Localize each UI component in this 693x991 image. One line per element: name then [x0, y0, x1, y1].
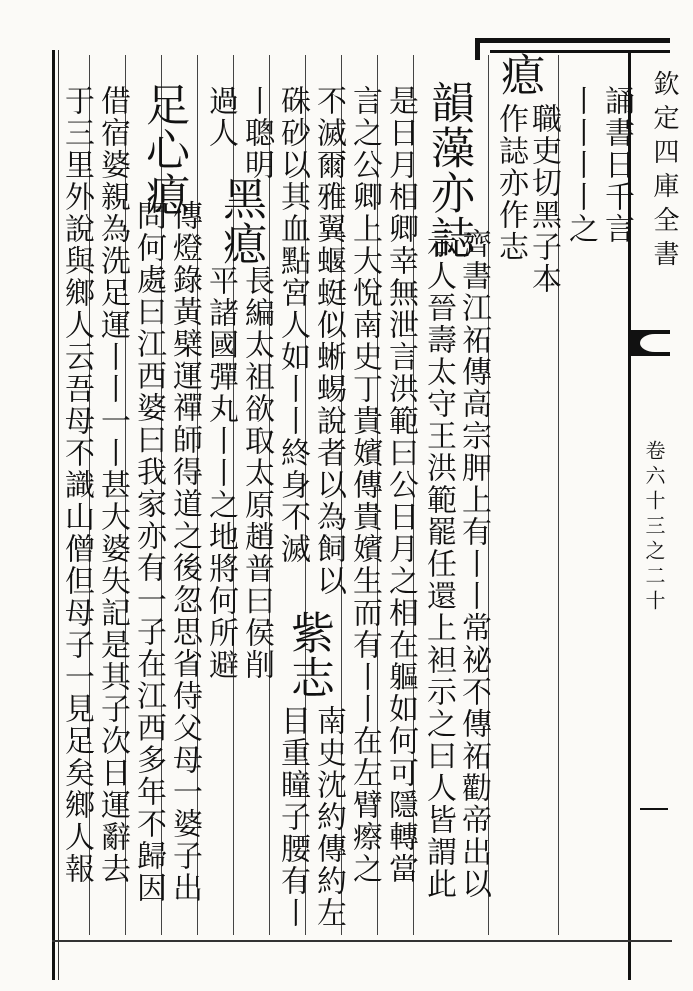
margin-book-title: 欽定四庫全書: [649, 70, 679, 274]
text-column: 誦書日千言: [599, 85, 634, 245]
entry-heading: 韻藻亦誌: [423, 80, 474, 260]
entry-heading: 黑瘜: [215, 176, 266, 266]
margin-tick: [640, 808, 668, 810]
margin-volume-label: 卷六十三之二十: [642, 440, 666, 615]
text-column: 職吏切黑子本: [526, 103, 561, 295]
text-column: 過人: [203, 85, 238, 149]
left-edge-border: [52, 50, 55, 980]
text-column: 丨丨丨丨之: [563, 85, 598, 245]
entry-heading: 足心瘜: [138, 82, 189, 217]
text-column: 借宿婆親為洗足運丨丨一丨甚大婆失記是其子次日運辭去: [95, 85, 130, 885]
text-column: 南史沈約傳約左: [311, 705, 346, 929]
text-column: 示人晉壽太守王洪範罷任還上袒示之曰人皆謂此: [421, 228, 456, 900]
text-column: 長編太祖欲取太原趙普曰侯削: [239, 265, 274, 681]
entry-heading: 紫志: [283, 610, 334, 700]
bottom-rule: [52, 940, 672, 942]
text-column: 齊書江祏傳高宗胛上有丨丨常祕不傳祏勸帝出以: [456, 228, 491, 900]
text-column: 不滅爾雅翼蝘蜓似蜥蜴說者以為飼以: [311, 85, 346, 597]
frame-top-border: [475, 38, 670, 43]
text-column: 作誌亦作志: [493, 103, 528, 263]
fish-tail-notch: [640, 334, 670, 352]
text-column: 是日月相卿幸無泄言洪範曰公日月之相在軀如何可隱轉當: [383, 85, 418, 885]
text-column: 于三里外說與鄉人云吾母不識山僧但母子一見足矣鄉人報: [59, 85, 94, 885]
text-column: 問何處曰江西婆曰我家亦有一子在江西多年不歸因: [131, 200, 166, 904]
entry-heading: 瘜: [493, 52, 544, 97]
text-column: 丨聰明: [239, 85, 274, 181]
frame-corner-border: [475, 38, 480, 60]
text-column: 硃砂以其血點宮人如丨丨終身不滅: [275, 85, 310, 565]
text-column: 言之公卿上大悅南史丁貴嬪傳貴嬪生而有丨丨在左臂瘵之: [347, 85, 382, 885]
text-column: 目重瞳子腰有丨: [275, 705, 310, 929]
text-column: 傳燈錄黃檗運禪師得道之後忽思省侍父母一婆子出: [167, 200, 202, 904]
text-column: 平諸國彈丸丨丨之地將何所避: [203, 265, 238, 681]
